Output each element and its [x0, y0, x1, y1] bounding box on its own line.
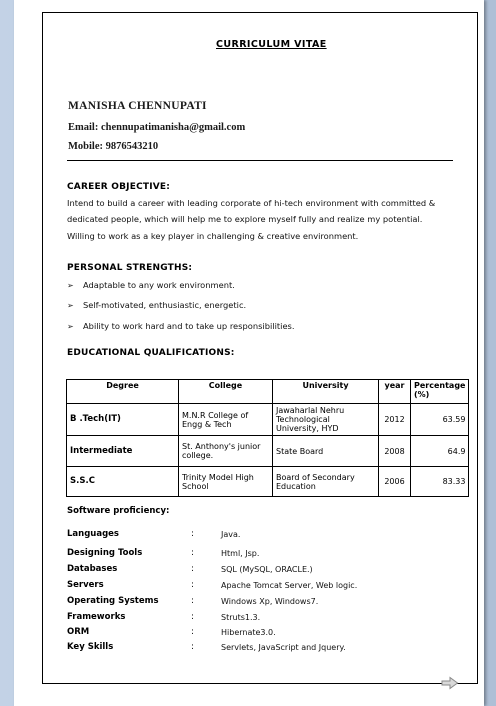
skill-label: Operating Systems: [67, 596, 159, 606]
skill-label: Frameworks: [67, 612, 126, 622]
header-divider: [67, 160, 453, 161]
skill-value: Apache Tomcat Server, Web logic.: [221, 581, 358, 590]
skill-label: ORM: [67, 627, 90, 637]
skill-colon: :: [191, 642, 194, 652]
table-row: [67, 467, 469, 497]
degree-cell: S.S.C: [67, 467, 179, 497]
column-header-percentage: Percentage (%): [411, 380, 469, 404]
page-border: [42, 12, 478, 684]
skill-label: Databases: [67, 564, 118, 574]
table-row: [67, 436, 469, 467]
skill-colon: :: [191, 529, 194, 539]
table-header-row: [67, 380, 469, 404]
skill-value: Struts1.3.: [221, 613, 261, 622]
skill-label: Languages: [67, 529, 119, 539]
skill-label: Designing Tools: [67, 548, 143, 558]
arrow-bullet-icon: ➢: [67, 301, 74, 310]
skill-colon: :: [191, 596, 194, 606]
skill-value: Windows Xp, Windows7.: [221, 597, 319, 606]
strength-text: Ability to work hard and to take up responsibilities.: [83, 321, 295, 331]
document-title: CURRICULUM VITAE: [216, 39, 327, 50]
college-cell: Trinity Model High School: [179, 467, 273, 497]
skill-colon: :: [191, 627, 194, 637]
educational-qualifications-heading: EDUCATIONAL QUALIFICATIONS:: [67, 348, 235, 358]
university-cell: Board of Secondary Education: [273, 467, 379, 497]
candidate-name: MANISHA CHENNUPATI: [68, 100, 207, 112]
year-cell: 2006: [379, 467, 411, 497]
column-header-college: College: [179, 380, 273, 404]
column-header-degree: Degree: [67, 380, 179, 404]
degree-cell: B .Tech(IT): [67, 404, 179, 436]
software-proficiency-heading: Software proficiency:: [67, 506, 170, 516]
skill-colon: :: [191, 548, 194, 558]
skill-value: Java.: [221, 530, 241, 539]
document-page: [14, 0, 484, 706]
objective-line: dedicated people, which will help me to explore myself fully and realize my potential.: [67, 214, 423, 224]
skill-value: Servlets, JavaScript and Jquery.: [221, 643, 346, 652]
education-table: [66, 379, 469, 497]
strength-item: [67, 280, 235, 290]
university-cell: Jawaharlal Nehru Technological University, HYD: [273, 404, 379, 436]
skill-colon: :: [191, 580, 194, 590]
skill-colon: :: [191, 612, 194, 622]
mobile-line: Mobile: 9876543210: [68, 141, 159, 152]
strength-item: [67, 321, 295, 331]
year-cell: 2008: [379, 436, 411, 467]
skill-label: Key Skills: [67, 642, 114, 652]
skill-value: Html, Jsp.: [221, 549, 260, 558]
skill-colon: :: [191, 564, 194, 574]
strength-item: [67, 300, 246, 310]
degree-cell: Intermediate: [67, 436, 179, 467]
college-cell: St. Anthony's junior college.: [179, 436, 273, 467]
email-line: Email: chennupatimanisha@gmail.com: [68, 122, 246, 133]
year-cell: 2012: [379, 404, 411, 436]
percentage-cell: 64.9: [411, 436, 469, 467]
university-cell: State Board: [273, 436, 379, 467]
skill-value: SQL (MySQL, ORACLE.): [221, 565, 313, 574]
objective-line: Intend to build a career with leading corporate of hi-tech environment with committed &: [67, 198, 436, 208]
table-row: [67, 404, 469, 436]
column-header-university: University: [273, 380, 379, 404]
strength-text: Self-motivated, enthusiastic, energetic.: [83, 300, 247, 310]
percentage-cell: 63.59: [411, 404, 469, 436]
career-objective-heading: CAREER OBJECTIVE:: [67, 182, 171, 192]
percentage-cell: 83.33: [411, 467, 469, 497]
skill-label: Servers: [67, 580, 104, 590]
skill-value: Hibernate3.0.: [221, 628, 276, 637]
college-cell: M.N.R College of Engg & Tech: [179, 404, 273, 436]
strength-text: Adaptable to any work environment.: [83, 280, 235, 290]
next-page-arrow-icon[interactable]: [441, 676, 459, 690]
arrow-bullet-icon: ➢: [67, 281, 74, 290]
column-header-year: year: [379, 380, 411, 404]
arrow-bullet-icon: ➢: [67, 322, 74, 331]
personal-strengths-heading: PERSONAL STRENGTHS:: [67, 263, 193, 273]
objective-line: Willing to work as a key player in challenging & creative environment.: [67, 231, 359, 241]
